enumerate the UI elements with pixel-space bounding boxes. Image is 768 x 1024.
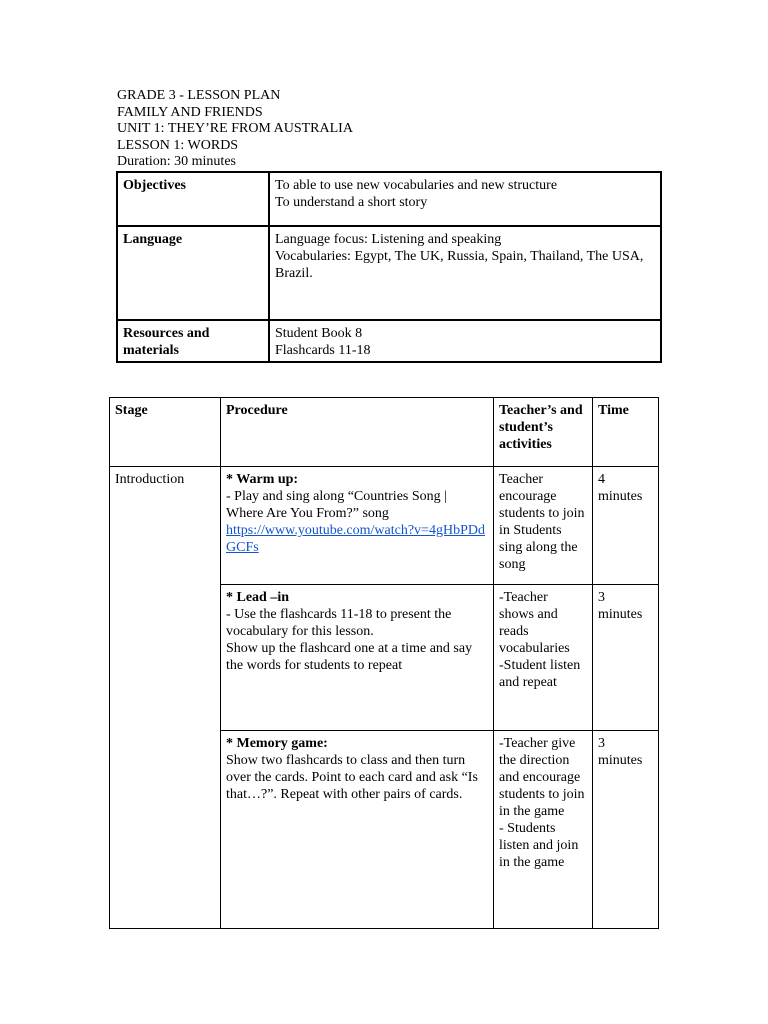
time-cell: 3 minutes xyxy=(593,731,659,929)
activities-cell: Teacher encourage students to join in Students sing along the song xyxy=(494,467,593,585)
activities-text: - Students listen and join in the game xyxy=(499,821,579,870)
activities-text: -Student listen and repeat xyxy=(499,658,581,690)
header-duration: Duration: 30 minutes xyxy=(117,154,236,170)
language-line: Language focus: Listening and speaking xyxy=(275,232,502,247)
procedure-cell xyxy=(221,731,494,929)
header-procedure: Procedure xyxy=(221,398,494,467)
activities-cell xyxy=(494,585,593,731)
time-cell: 4 minutes xyxy=(593,467,659,585)
header-unit: UNIT 1: THEY’RE FROM AUSTRALIA xyxy=(117,121,353,137)
procedure-title: * Lead –in xyxy=(226,590,290,605)
plan-header-row xyxy=(110,398,659,467)
table-row xyxy=(110,467,659,585)
header-stage: Stage xyxy=(110,398,221,467)
language-content xyxy=(269,226,661,320)
procedure-text: Show two flashcards to class and then turn over the cards. Point to each card and ask “Is that…?”. Repeat with other pairs of cards. xyxy=(226,753,478,802)
header-lesson: LESSON 1: WORDS xyxy=(117,137,239,153)
language-label: Language xyxy=(117,226,269,320)
activities-cell xyxy=(494,731,593,929)
time-cell: 3 minutes xyxy=(593,585,659,731)
objectives-content xyxy=(269,172,661,226)
objectives-row xyxy=(117,172,661,226)
document-header xyxy=(117,88,353,171)
song-link[interactable]: https://www.youtube.com/watch?v=4gHbPDdGCFs xyxy=(226,523,485,555)
resources-line: Flashcards 11-18 xyxy=(275,343,371,358)
language-row xyxy=(117,226,661,320)
resources-label: Resources and materials xyxy=(117,320,269,362)
lesson-info-table xyxy=(116,171,662,363)
procedure-title: * Warm up: xyxy=(226,472,299,487)
procedure-cell xyxy=(221,585,494,731)
procedure-text: - Play and sing along “Countries Song | Where Are You From?” song xyxy=(226,489,447,521)
header-activities: Teacher’s and student’s activities xyxy=(494,398,593,467)
header-book: FAMILY AND FRIENDS xyxy=(117,104,263,120)
header-title: GRADE 3 - LESSON PLAN xyxy=(117,88,281,103)
objectives-label: Objectives xyxy=(117,172,269,226)
objectives-line: To understand a short story xyxy=(275,195,428,210)
procedure-title: * Memory game: xyxy=(226,736,328,751)
resources-content xyxy=(269,320,661,362)
resources-row xyxy=(117,320,661,362)
procedure-text: Show up the flashcard one at a time and say the words for students to repeat xyxy=(226,641,473,673)
lesson-plan-table xyxy=(109,397,659,929)
resources-line: Student Book 8 xyxy=(275,326,363,341)
activities-text: -Teacher give the direction and encourage students to join in the game xyxy=(499,736,585,819)
stage-cell: Introduction xyxy=(110,467,221,929)
header-time: Time xyxy=(593,398,659,467)
activities-text: -Teacher shows and reads vocabularies xyxy=(499,590,570,656)
language-line: Vocabularies: Egypt, The UK, Russia, Spain, Thailand, The USA, Brazil. xyxy=(275,249,644,281)
procedure-cell xyxy=(221,467,494,585)
procedure-text: - Use the flashcards 11-18 to present the vocabulary for this lesson. xyxy=(226,607,452,639)
objectives-line: To able to use new vocabularies and new structure xyxy=(275,178,558,193)
